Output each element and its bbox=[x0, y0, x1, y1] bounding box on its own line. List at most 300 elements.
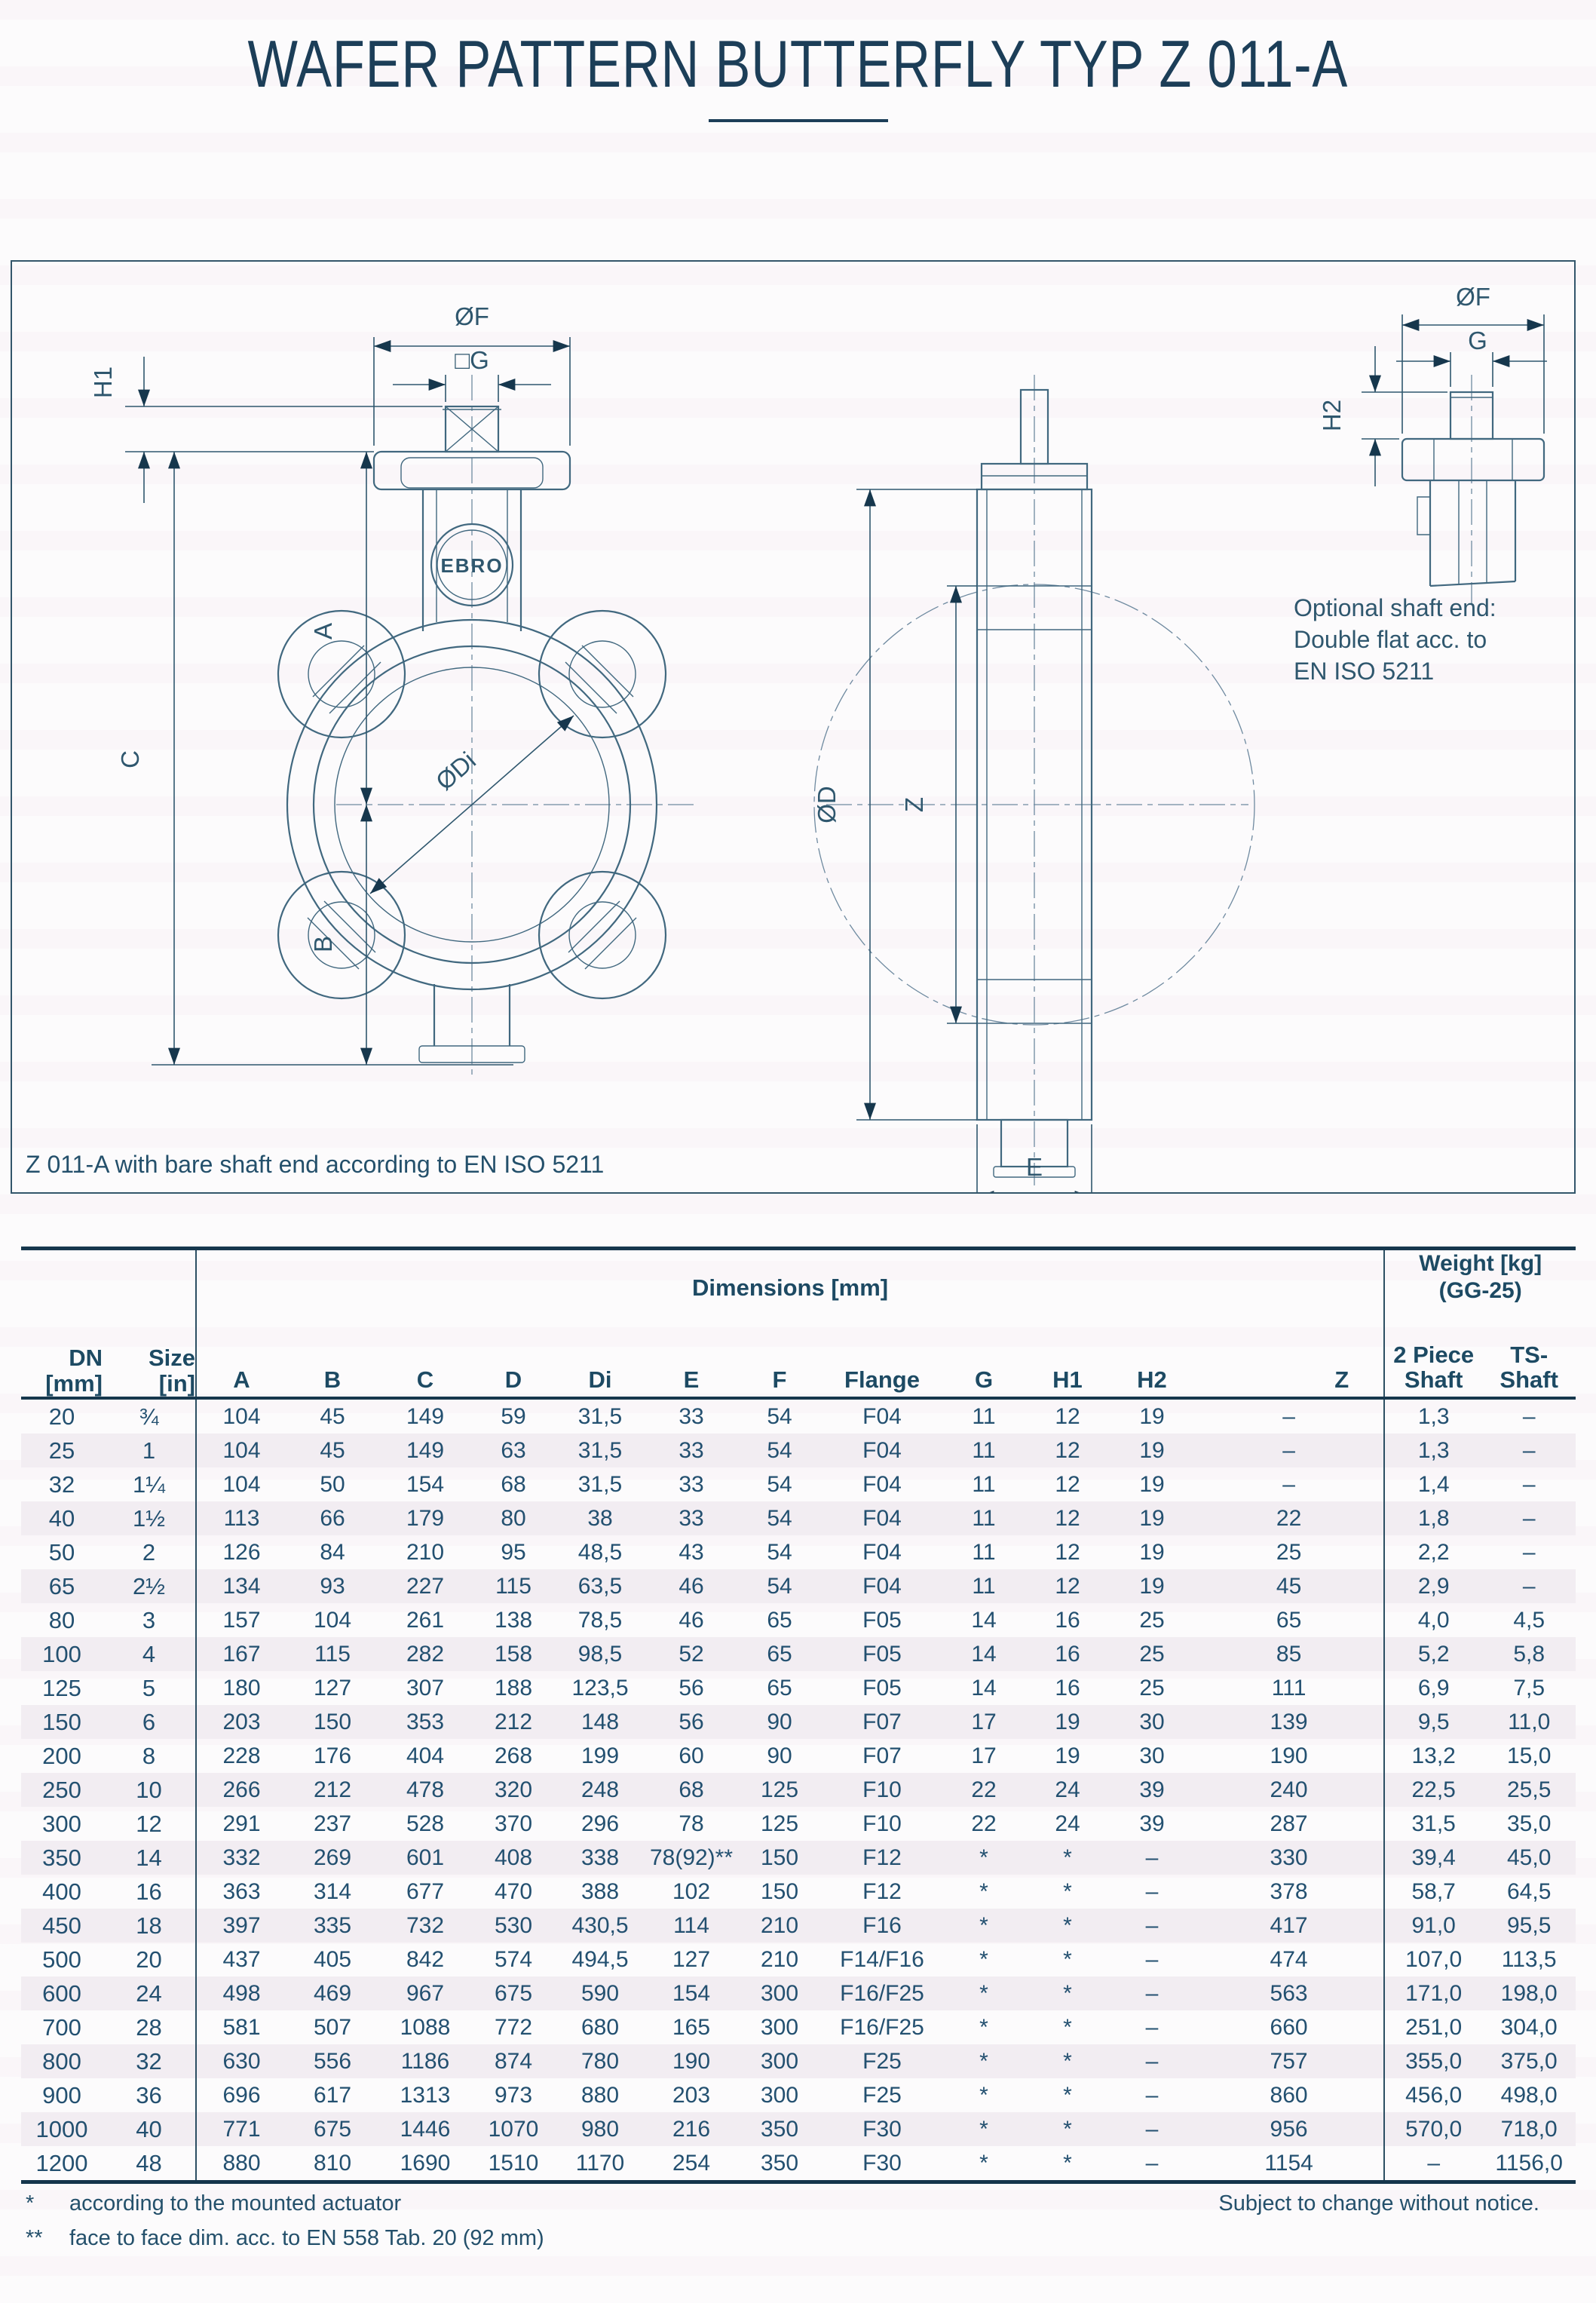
cell-g: * bbox=[979, 1946, 988, 1972]
cell-dn: 40 bbox=[48, 1504, 75, 1532]
header-weight-group: Weight [kg] (GG-25) bbox=[1419, 1251, 1542, 1303]
cell-dn: 700 bbox=[42, 2013, 81, 2041]
cell-c: 1690 bbox=[400, 2150, 451, 2176]
cell-c: 149 bbox=[406, 1403, 445, 1429]
cell-g: * bbox=[979, 2014, 988, 2040]
cell-h2: – bbox=[1145, 2150, 1159, 2176]
cell-wts: 15,0 bbox=[1506, 1743, 1552, 1768]
table-row bbox=[21, 1467, 1576, 1501]
cell-f: 125 bbox=[760, 1811, 799, 1836]
cell-di: 980 bbox=[581, 2116, 620, 2142]
cell-wts: 4,5 bbox=[1513, 1607, 1545, 1633]
cell-a: 437 bbox=[222, 1946, 261, 1972]
cell-f: 65 bbox=[767, 1607, 792, 1633]
table-row bbox=[21, 1875, 1576, 1909]
table-row bbox=[21, 1501, 1576, 1535]
header-col-g: G bbox=[974, 1366, 994, 1393]
cell-wts: 7,5 bbox=[1513, 1675, 1545, 1700]
cell-wts: – bbox=[1522, 1471, 1536, 1497]
cell-w2p: 5,2 bbox=[1417, 1641, 1450, 1667]
cell-b: 66 bbox=[320, 1505, 345, 1531]
header-col-h2: H2 bbox=[1137, 1366, 1167, 1393]
cell-w2p: 22,5 bbox=[1411, 1777, 1456, 1802]
cell-size: 14 bbox=[103, 1841, 196, 1875]
table-row bbox=[21, 1705, 1576, 1739]
cell-size: 5 bbox=[103, 1671, 196, 1705]
cell-e: 52 bbox=[679, 1641, 704, 1667]
cell-dn: 1000 bbox=[35, 2115, 88, 2142]
ebro-logo: EBRO bbox=[440, 554, 504, 577]
cell-w2p: 570,0 bbox=[1405, 2116, 1463, 2142]
cell-e: 68 bbox=[679, 1777, 704, 1802]
cell-wts: 498,0 bbox=[1500, 2082, 1558, 2108]
cell-g: 17 bbox=[971, 1709, 997, 1734]
cell-flange: F05 bbox=[862, 1675, 902, 1700]
cell-c: 1088 bbox=[400, 2014, 451, 2040]
cell-flange: F16 bbox=[862, 1912, 902, 1938]
table-row bbox=[21, 1909, 1576, 1943]
cell-f: 210 bbox=[760, 1946, 799, 1972]
cell-size: 36 bbox=[103, 2078, 196, 2112]
cell-wts: – bbox=[1522, 1437, 1536, 1463]
cell-d: 59 bbox=[501, 1403, 526, 1429]
cell-b: 269 bbox=[313, 1845, 352, 1870]
cell-h1: 19 bbox=[1055, 1743, 1080, 1768]
cell-h1: * bbox=[1063, 1912, 1072, 1938]
cell-f: 350 bbox=[760, 2150, 799, 2176]
cell-dn: 80 bbox=[48, 1606, 75, 1633]
cell-z: 45 bbox=[1194, 1569, 1384, 1603]
cell-e: 165 bbox=[672, 2014, 711, 2040]
header-col-flange: Flange bbox=[844, 1366, 920, 1393]
cell-z: 1154 bbox=[1194, 2146, 1384, 2182]
cell-h2: 25 bbox=[1139, 1675, 1165, 1700]
cell-e: 33 bbox=[679, 1505, 704, 1531]
dim-label-h2: H2 bbox=[1318, 399, 1346, 432]
cell-g: * bbox=[979, 2116, 988, 2142]
cell-w2p: 251,0 bbox=[1405, 2014, 1463, 2040]
cell-a: 880 bbox=[222, 2150, 261, 2176]
cell-b: 405 bbox=[313, 1946, 352, 1972]
cell-flange: F07 bbox=[862, 1743, 902, 1768]
dim-label-g2: G bbox=[1468, 327, 1487, 354]
table-row bbox=[21, 1535, 1576, 1569]
cell-d: 675 bbox=[494, 1980, 533, 2006]
dim-label-b: B bbox=[309, 935, 337, 953]
cell-z: – bbox=[1194, 1467, 1384, 1501]
cell-wts: 304,0 bbox=[1500, 2014, 1558, 2040]
cell-di: 48,5 bbox=[577, 1539, 623, 1565]
cell-h1: 12 bbox=[1055, 1539, 1080, 1565]
cell-w2p: – bbox=[1427, 2150, 1441, 2176]
cell-f: 65 bbox=[767, 1675, 792, 1700]
cell-d: 320 bbox=[494, 1777, 533, 1802]
table-row bbox=[21, 1943, 1576, 1976]
cell-a: 104 bbox=[222, 1471, 261, 1497]
shaft-detail-view bbox=[1294, 283, 1547, 685]
cell-wts: – bbox=[1522, 1573, 1536, 1599]
cell-a: 630 bbox=[222, 2048, 261, 2074]
cell-g: * bbox=[979, 2150, 988, 2176]
cell-e: 56 bbox=[679, 1709, 704, 1734]
cell-flange: F04 bbox=[862, 1437, 902, 1463]
cell-size: 20 bbox=[103, 1943, 196, 1976]
cell-e: 154 bbox=[672, 1980, 711, 2006]
cell-h2: – bbox=[1145, 1878, 1159, 1904]
table-body bbox=[21, 1398, 1576, 2182]
cell-w2p: 1,3 bbox=[1417, 1403, 1450, 1429]
cell-dn: 200 bbox=[42, 1742, 81, 1769]
cell-z: 65 bbox=[1194, 1603, 1384, 1637]
cell-c: 149 bbox=[406, 1437, 445, 1463]
front-view bbox=[89, 302, 694, 1080]
cell-h2: – bbox=[1145, 1980, 1159, 2006]
cell-e: 60 bbox=[679, 1743, 704, 1768]
header-size: Size [in] bbox=[103, 1249, 196, 1399]
cell-b: 93 bbox=[320, 1573, 345, 1599]
cell-b: 314 bbox=[313, 1878, 352, 1904]
cell-d: 574 bbox=[494, 1946, 533, 1972]
footnotes bbox=[26, 2191, 1571, 2261]
cell-e: 216 bbox=[672, 2116, 711, 2142]
cell-wts: – bbox=[1522, 1403, 1536, 1429]
cell-g: 17 bbox=[971, 1743, 997, 1768]
table-row bbox=[21, 1841, 1576, 1875]
cell-g: 14 bbox=[971, 1607, 997, 1633]
cell-size: 2 bbox=[103, 1535, 196, 1569]
table-row bbox=[21, 2044, 1576, 2078]
cell-a: 113 bbox=[223, 1505, 260, 1531]
cell-size: 1½ bbox=[103, 1501, 196, 1535]
cell-w2p: 1,4 bbox=[1417, 1471, 1450, 1497]
cell-z: 240 bbox=[1194, 1773, 1384, 1807]
cell-di: 880 bbox=[581, 2082, 620, 2108]
cell-a: 771 bbox=[222, 2116, 261, 2142]
cell-g: 11 bbox=[972, 1471, 996, 1497]
cell-z: 330 bbox=[1194, 1841, 1384, 1875]
cell-z: 563 bbox=[1194, 1976, 1384, 2010]
cell-b: 84 bbox=[320, 1539, 345, 1565]
cell-d: 874 bbox=[494, 2048, 533, 2074]
header-dn: DN [mm] bbox=[45, 1345, 103, 1397]
cell-size: 3 bbox=[103, 1603, 196, 1637]
cell-di: 248 bbox=[581, 1777, 620, 1802]
cell-e: 33 bbox=[679, 1403, 704, 1429]
cell-w2p: 6,9 bbox=[1417, 1675, 1450, 1700]
header-col-b: B bbox=[323, 1366, 342, 1393]
cell-a: 332 bbox=[222, 1845, 261, 1870]
cell-c: 179 bbox=[406, 1505, 445, 1531]
cell-a: 134 bbox=[222, 1573, 261, 1599]
cell-wts: 198,0 bbox=[1500, 1980, 1558, 2006]
cell-di: 123,5 bbox=[571, 1675, 629, 1700]
cell-f: 54 bbox=[767, 1573, 792, 1599]
cell-e: 78 bbox=[679, 1811, 704, 1836]
header-col-2piece-shaft: 2 Piece Shaft bbox=[1393, 1342, 1475, 1393]
header-dimensions-group: Dimensions [mm] bbox=[196, 1249, 1384, 1326]
cell-w2p: 107,0 bbox=[1405, 1946, 1463, 1972]
table-row bbox=[21, 2010, 1576, 2044]
cell-c: 154 bbox=[406, 1471, 445, 1497]
cell-a: 126 bbox=[222, 1539, 261, 1565]
cell-c: 732 bbox=[406, 1912, 445, 1938]
cell-d: 68 bbox=[501, 1471, 526, 1497]
cell-a: 266 bbox=[222, 1777, 261, 1802]
cell-f: 150 bbox=[760, 1878, 799, 1904]
cell-size: 24 bbox=[103, 1976, 196, 2010]
cell-size: ¾ bbox=[103, 1398, 196, 1434]
cell-h2: – bbox=[1145, 2116, 1159, 2142]
cell-d: 1510 bbox=[488, 2150, 539, 2176]
table-row bbox=[21, 1739, 1576, 1773]
cell-g: 11 bbox=[972, 1505, 996, 1531]
cell-z: – bbox=[1194, 1398, 1384, 1434]
cell-di: 296 bbox=[581, 1811, 620, 1836]
cell-h1: 12 bbox=[1055, 1471, 1080, 1497]
cell-z: 85 bbox=[1194, 1637, 1384, 1671]
cell-h2: 19 bbox=[1139, 1505, 1165, 1531]
cell-di: 31,5 bbox=[577, 1471, 623, 1497]
cell-h1: * bbox=[1063, 1878, 1072, 1904]
cell-di: 148 bbox=[581, 1709, 620, 1734]
cell-g: * bbox=[979, 1912, 988, 1938]
cell-w2p: 1,3 bbox=[1417, 1437, 1450, 1463]
cell-w2p: 1,8 bbox=[1417, 1505, 1450, 1531]
cell-g: 11 bbox=[972, 1403, 996, 1429]
cell-z: 111 bbox=[1194, 1671, 1384, 1705]
cell-c: 967 bbox=[406, 1980, 445, 2006]
cell-di: 430,5 bbox=[571, 1912, 629, 1938]
cell-h1: 16 bbox=[1055, 1675, 1080, 1700]
cell-h1: 16 bbox=[1055, 1641, 1080, 1667]
cell-wts: 45,0 bbox=[1506, 1845, 1552, 1870]
cell-flange: F30 bbox=[862, 2116, 902, 2142]
cell-h2: 30 bbox=[1139, 1743, 1165, 1768]
cell-c: 677 bbox=[406, 1878, 445, 1904]
cell-h2: 39 bbox=[1139, 1811, 1165, 1836]
cell-f: 54 bbox=[767, 1471, 792, 1497]
dimensions-table bbox=[21, 1247, 1576, 2184]
optional-shaft-note-line1: Optional shaft end: bbox=[1294, 594, 1496, 621]
cell-dn: 900 bbox=[42, 2081, 81, 2108]
cell-a: 203 bbox=[222, 1709, 261, 1734]
header-col-di: Di bbox=[588, 1366, 612, 1393]
dim-label-f2: ØF bbox=[1456, 283, 1490, 311]
cell-g: 11 bbox=[972, 1539, 996, 1565]
optional-shaft-note-line3: EN ISO 5211 bbox=[1294, 658, 1435, 685]
cell-h2: – bbox=[1145, 1946, 1159, 1972]
cell-b: 127 bbox=[313, 1675, 352, 1700]
cell-size: 28 bbox=[103, 2010, 196, 2044]
cell-z: 22 bbox=[1194, 1501, 1384, 1535]
cell-c: 227 bbox=[406, 1573, 445, 1599]
cell-e: 33 bbox=[679, 1471, 704, 1497]
cell-size: 16 bbox=[103, 1875, 196, 1909]
cell-h2: 19 bbox=[1139, 1403, 1165, 1429]
dim-label-f: ØF bbox=[455, 302, 489, 330]
cell-d: 188 bbox=[494, 1675, 533, 1700]
cell-h1: 24 bbox=[1055, 1777, 1080, 1802]
cell-h2: – bbox=[1145, 1845, 1159, 1870]
cell-c: 1186 bbox=[400, 2048, 450, 2074]
title-underline bbox=[709, 119, 888, 122]
cell-f: 54 bbox=[767, 1403, 792, 1429]
cell-c: 261 bbox=[406, 1607, 445, 1633]
table-row bbox=[21, 1637, 1576, 1671]
cell-dn: 65 bbox=[48, 1572, 75, 1599]
cell-d: 973 bbox=[494, 2082, 533, 2108]
cell-w2p: 31,5 bbox=[1411, 1811, 1456, 1836]
cell-c: 353 bbox=[406, 1709, 445, 1734]
cell-a: 104 bbox=[222, 1403, 261, 1429]
cell-e: 33 bbox=[679, 1437, 704, 1463]
cell-wts: 11,0 bbox=[1508, 1709, 1551, 1734]
cell-flange: F04 bbox=[862, 1471, 902, 1497]
cell-h2: 19 bbox=[1139, 1471, 1165, 1497]
cell-dn: 250 bbox=[42, 1776, 81, 1803]
header-col-c: C bbox=[416, 1366, 434, 1393]
header-col-e: E bbox=[683, 1366, 700, 1393]
cell-a: 363 bbox=[222, 1878, 261, 1904]
cell-h2: – bbox=[1145, 2048, 1159, 2074]
cell-b: 556 bbox=[313, 2048, 352, 2074]
cell-c: 1446 bbox=[400, 2116, 451, 2142]
dim-label-z: Z bbox=[900, 796, 928, 813]
cell-flange: F12 bbox=[862, 1878, 902, 1904]
cell-c: 842 bbox=[406, 1946, 445, 1972]
footnote-2-mark: ** bbox=[26, 2226, 43, 2250]
cell-f: 54 bbox=[767, 1539, 792, 1565]
cell-e: 114 bbox=[673, 1912, 709, 1938]
footnote-1-text: according to the mounted actuator bbox=[69, 2191, 402, 2216]
cell-flange: F30 bbox=[862, 2150, 902, 2176]
cell-w2p: 2,2 bbox=[1417, 1539, 1450, 1565]
cell-dn: 400 bbox=[42, 1878, 81, 1905]
cell-f: 90 bbox=[767, 1709, 792, 1734]
cell-b: 469 bbox=[313, 1980, 352, 2006]
cell-b: 335 bbox=[313, 1912, 352, 1938]
cell-size: 8 bbox=[103, 1739, 196, 1773]
cell-b: 115 bbox=[314, 1641, 351, 1667]
cell-wts: 375,0 bbox=[1500, 2048, 1558, 2074]
cell-flange: F16/F25 bbox=[840, 1980, 924, 2006]
cell-size: 32 bbox=[103, 2044, 196, 2078]
header-col-f: F bbox=[772, 1366, 787, 1393]
cell-dn: 20 bbox=[48, 1403, 75, 1430]
header-col-d: D bbox=[504, 1366, 522, 1393]
cell-e: 190 bbox=[672, 2048, 711, 2074]
cell-e: 46 bbox=[679, 1607, 704, 1633]
cell-c: 1313 bbox=[400, 2082, 451, 2108]
cell-d: 158 bbox=[494, 1641, 533, 1667]
cell-w2p: 4,0 bbox=[1417, 1607, 1450, 1633]
cell-flange: F12 bbox=[862, 1845, 902, 1870]
cell-b: 45 bbox=[320, 1403, 345, 1429]
cell-d: 212 bbox=[494, 1709, 533, 1734]
cell-flange: F10 bbox=[862, 1777, 902, 1802]
dim-label-a: A bbox=[309, 622, 337, 640]
cell-h1: 19 bbox=[1055, 1709, 1080, 1734]
table-row bbox=[21, 1671, 1576, 1705]
cell-w2p: 2,9 bbox=[1417, 1573, 1450, 1599]
cell-g: 14 bbox=[971, 1675, 997, 1700]
cell-z: – bbox=[1194, 1434, 1384, 1467]
table-header bbox=[21, 1249, 1576, 1399]
cell-d: 115 bbox=[495, 1573, 531, 1599]
technical-drawing-box bbox=[11, 260, 1576, 1194]
cell-d: 63 bbox=[501, 1437, 526, 1463]
cell-flange: F10 bbox=[862, 1811, 902, 1836]
valve-technical-drawing bbox=[12, 262, 1574, 1192]
cell-di: 31,5 bbox=[577, 1403, 623, 1429]
footnote-2-text: face to face dim. acc. to EN 558 Tab. 20 (92 mm) bbox=[69, 2226, 544, 2250]
cell-e: 102 bbox=[672, 1878, 711, 1904]
cell-h2: 39 bbox=[1139, 1777, 1165, 1802]
cell-h1: 12 bbox=[1055, 1505, 1080, 1531]
header-col-h1: H1 bbox=[1052, 1366, 1083, 1393]
cell-wts: 718,0 bbox=[1500, 2116, 1558, 2142]
cell-z: 25 bbox=[1194, 1535, 1384, 1569]
cell-dn: 150 bbox=[42, 1708, 81, 1735]
cell-a: 228 bbox=[222, 1743, 261, 1768]
cell-size: 2½ bbox=[103, 1569, 196, 1603]
header-col-z: Z bbox=[1194, 1326, 1384, 1398]
cell-di: 780 bbox=[581, 2048, 620, 2074]
cell-dn: 350 bbox=[42, 1844, 81, 1871]
cell-di: 338 bbox=[581, 1845, 620, 1870]
cell-c: 528 bbox=[406, 1811, 445, 1836]
cell-b: 237 bbox=[313, 1811, 352, 1836]
cell-b: 150 bbox=[313, 1709, 352, 1734]
cell-size: 4 bbox=[103, 1637, 196, 1671]
cell-w2p: 171,0 bbox=[1405, 1980, 1463, 2006]
cell-c: 601 bbox=[406, 1845, 445, 1870]
cell-z: 417 bbox=[1194, 1909, 1384, 1943]
cell-di: 1170 bbox=[575, 2150, 625, 2176]
footnote-2 bbox=[26, 2226, 1571, 2251]
cell-d: 530 bbox=[494, 1912, 533, 1938]
cell-f: 125 bbox=[760, 1777, 799, 1802]
footnote-1-mark: * bbox=[26, 2191, 35, 2216]
cell-h2: 25 bbox=[1139, 1607, 1165, 1633]
cell-e: 78(92)** bbox=[649, 1845, 734, 1870]
cell-a: 104 bbox=[222, 1437, 261, 1463]
cell-w2p: 58,7 bbox=[1411, 1878, 1456, 1904]
cell-h2: 19 bbox=[1139, 1573, 1165, 1599]
table-row bbox=[21, 1807, 1576, 1841]
cell-wts: – bbox=[1522, 1505, 1536, 1531]
cell-g: * bbox=[979, 2082, 988, 2108]
cell-b: 176 bbox=[313, 1743, 352, 1768]
cell-g: 11 bbox=[972, 1573, 996, 1599]
cell-f: 150 bbox=[760, 1845, 799, 1870]
cell-wts: 1156,0 bbox=[1495, 2150, 1563, 2176]
cell-c: 210 bbox=[406, 1539, 445, 1565]
cell-h2: 30 bbox=[1139, 1709, 1165, 1734]
cell-b: 617 bbox=[313, 2082, 352, 2108]
cell-d: 138 bbox=[494, 1607, 533, 1633]
dim-label-c: C bbox=[116, 750, 144, 768]
cell-dn: 450 bbox=[42, 1912, 81, 1939]
optional-shaft-note-line2: Double flat acc. to bbox=[1294, 626, 1487, 653]
cell-size: 10 bbox=[103, 1773, 196, 1807]
cell-e: 254 bbox=[672, 2150, 711, 2176]
cell-d: 408 bbox=[494, 1845, 533, 1870]
cell-size: 1 bbox=[103, 1434, 196, 1467]
cell-h1: 16 bbox=[1055, 1607, 1080, 1633]
cell-h1: 12 bbox=[1055, 1573, 1080, 1599]
cell-di: 590 bbox=[581, 1980, 620, 2006]
